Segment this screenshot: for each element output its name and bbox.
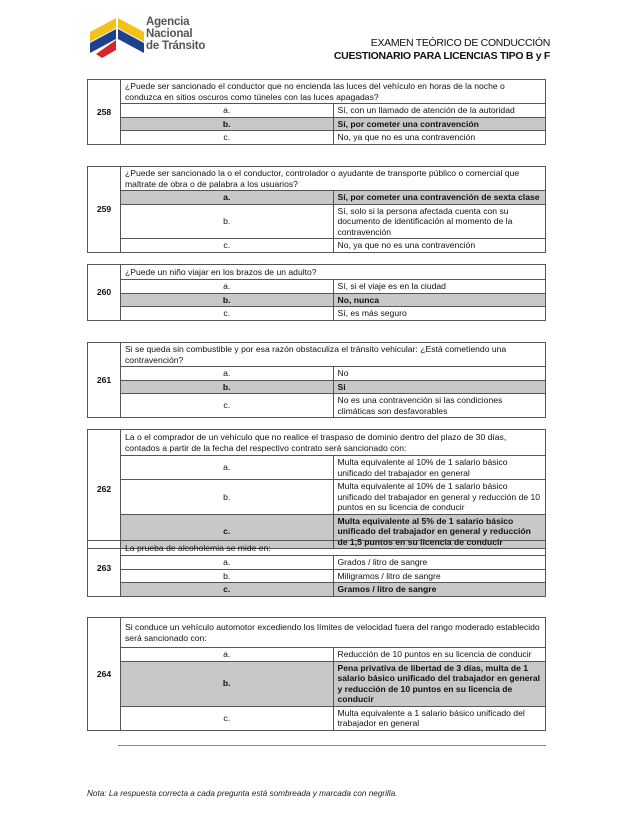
option-text: Sí, solo si la persona afectada cuenta con su documento de identificación al momento de la contravención <box>333 204 546 239</box>
option-text: Pena privativa de libertad de 3 días, multa de 1 salario básico unificado del trabajador en general y reducción de 10 puntos en su licencia de conducir <box>333 661 546 706</box>
answer-option <box>88 583 546 597</box>
answer-option <box>88 204 546 239</box>
answer-option <box>88 191 546 205</box>
option-label: c. <box>121 706 334 730</box>
question-text: ¿Puede un niño viajar en los brazos de un adulto? <box>121 265 546 280</box>
option-label: c. <box>121 394 334 418</box>
question-text: La o el comprador de un vehículo que no realice el traspaso de dominio dentro del plazo de 30 días, contados a partir de la fecha del respectivo contrato será sancionado con: <box>121 430 546 456</box>
question-number: 261 <box>88 343 121 418</box>
question-number: 258 <box>88 80 121 145</box>
question-text: ¿Puede ser sancionado la o el conductor, controlador o ayudante de transporte público o comercial que maltrate de obra o de palabra a los usuarios? <box>121 167 546 191</box>
option-label: b. <box>121 204 334 239</box>
option-text: Miligramos / litro de sangre <box>333 569 546 583</box>
agency-name <box>146 16 205 52</box>
option-text: Sí, es más seguro <box>333 307 546 321</box>
question-block <box>87 264 546 321</box>
option-label: a. <box>121 556 334 570</box>
option-text: Grados / litro de sangre <box>333 556 546 570</box>
option-text: Multa equivalente al 10% de 1 salario básico unificado del trabajador en general <box>333 456 546 480</box>
option-label: c. <box>121 514 334 549</box>
question-table <box>87 342 546 418</box>
answer-option <box>88 480 546 515</box>
exam-subtitle: CUESTIONARIO PARA LICENCIAS TIPO B y F <box>333 50 550 62</box>
option-text: Sí, por cometer una contravención de sexta clase <box>333 191 546 205</box>
answer-option <box>88 456 546 480</box>
option-label: c. <box>121 239 334 253</box>
option-label: b. <box>121 380 334 394</box>
answer-option <box>88 131 546 145</box>
option-text: Multa equivalente a 1 salario básico unificado del trabajador en general <box>333 706 546 730</box>
question-block <box>87 540 546 597</box>
option-label: a. <box>121 648 334 662</box>
answer-option <box>88 556 546 570</box>
option-text: No <box>333 367 546 381</box>
option-label: b. <box>121 117 334 131</box>
question-number: 263 <box>88 541 121 597</box>
option-label: b. <box>121 480 334 515</box>
option-label: a. <box>121 367 334 381</box>
answer-option <box>88 293 546 307</box>
option-label: b. <box>121 293 334 307</box>
option-text: Multa equivalente al 5% de 1 salario básico unificado del trabajador en general y reducción de 1,5 puntos en su licencia de conducir <box>333 514 546 549</box>
answer-option <box>88 706 546 730</box>
answer-option <box>88 104 546 118</box>
option-label: c. <box>121 583 334 597</box>
option-text: Sí, con un llamado de atención de la autoridad <box>333 104 546 118</box>
question-table <box>87 429 546 549</box>
exam-header <box>334 37 550 63</box>
option-text: No, ya que no es una contravención <box>333 131 546 145</box>
question-text: La prueba de alcoholemia se mide en: <box>121 541 546 556</box>
agency-line-1: Agencia <box>146 16 190 28</box>
option-label: a. <box>121 456 334 480</box>
answer-option <box>88 367 546 381</box>
answer-option <box>88 239 546 253</box>
agency-line-3: de Tránsito <box>146 40 206 52</box>
option-text: Sí, si el viaje es en la ciudad <box>333 280 546 294</box>
question-table <box>87 540 546 597</box>
exam-title: EXAMEN TEÓRICO DE CONDUCCIÓN <box>370 37 550 49</box>
question-table <box>87 79 546 145</box>
question-block <box>87 429 546 549</box>
option-text: Si <box>333 380 546 394</box>
question-table <box>87 264 546 321</box>
question-text: ¿Puede ser sancionado el conductor que no encienda las luces del vehículo en horas de la noche o conduzca en sitios oscuros como túneles con las luces apagadas? <box>121 80 546 104</box>
answer-option <box>88 307 546 321</box>
option-text: No es una contravención si las condiciones climáticas son desfavorables <box>333 394 546 418</box>
option-text: Reducción de 10 puntos en su licencia de conducir <box>333 648 546 662</box>
answer-option <box>88 661 546 706</box>
answer-option <box>88 380 546 394</box>
answer-option <box>88 117 546 131</box>
option-text: Sí, por cometer una contravención <box>333 117 546 131</box>
option-label: b. <box>121 569 334 583</box>
footer-note: Nota: La respuesta correcta a cada pregunta está sombreada y marcada con negrilla. <box>87 789 398 798</box>
question-text: Si conduce un vehículo automotor excediendo los límites de velocidad fuera del rango moderado establecido será sancionado con: <box>121 618 546 648</box>
option-label: b. <box>121 661 334 706</box>
question-block <box>87 617 546 731</box>
option-label: c. <box>121 131 334 145</box>
option-text: No, ya que no es una contravención <box>333 239 546 253</box>
question-table <box>87 617 546 731</box>
answer-option <box>88 280 546 294</box>
question-number: 259 <box>88 167 121 253</box>
question-table <box>87 166 546 253</box>
question-number: 260 <box>88 265 121 321</box>
question-block <box>87 166 546 253</box>
option-label: a. <box>121 104 334 118</box>
option-text: Gramos / litro de sangre <box>333 583 546 597</box>
answer-option <box>88 394 546 418</box>
question-block <box>87 79 546 145</box>
footer-divider <box>118 745 546 746</box>
option-text: No, nunca <box>333 293 546 307</box>
question-number: 264 <box>88 618 121 731</box>
option-label: c. <box>121 307 334 321</box>
option-text: Multa equivalente al 10% de 1 salario básico unificado del trabajador en general y reducción de 10 puntos en su licencia de conducir <box>333 480 546 515</box>
answer-option <box>88 569 546 583</box>
question-block <box>87 342 546 418</box>
answer-option <box>88 648 546 662</box>
agency-line-2: Nacional <box>146 28 193 40</box>
option-label: a. <box>121 191 334 205</box>
question-number: 262 <box>88 430 121 549</box>
option-label: a. <box>121 280 334 294</box>
question-text: Si se queda sin combustible y por esa razón obstaculiza el tránsito vehicular: ¿Está cometiendo una contravención? <box>121 343 546 367</box>
